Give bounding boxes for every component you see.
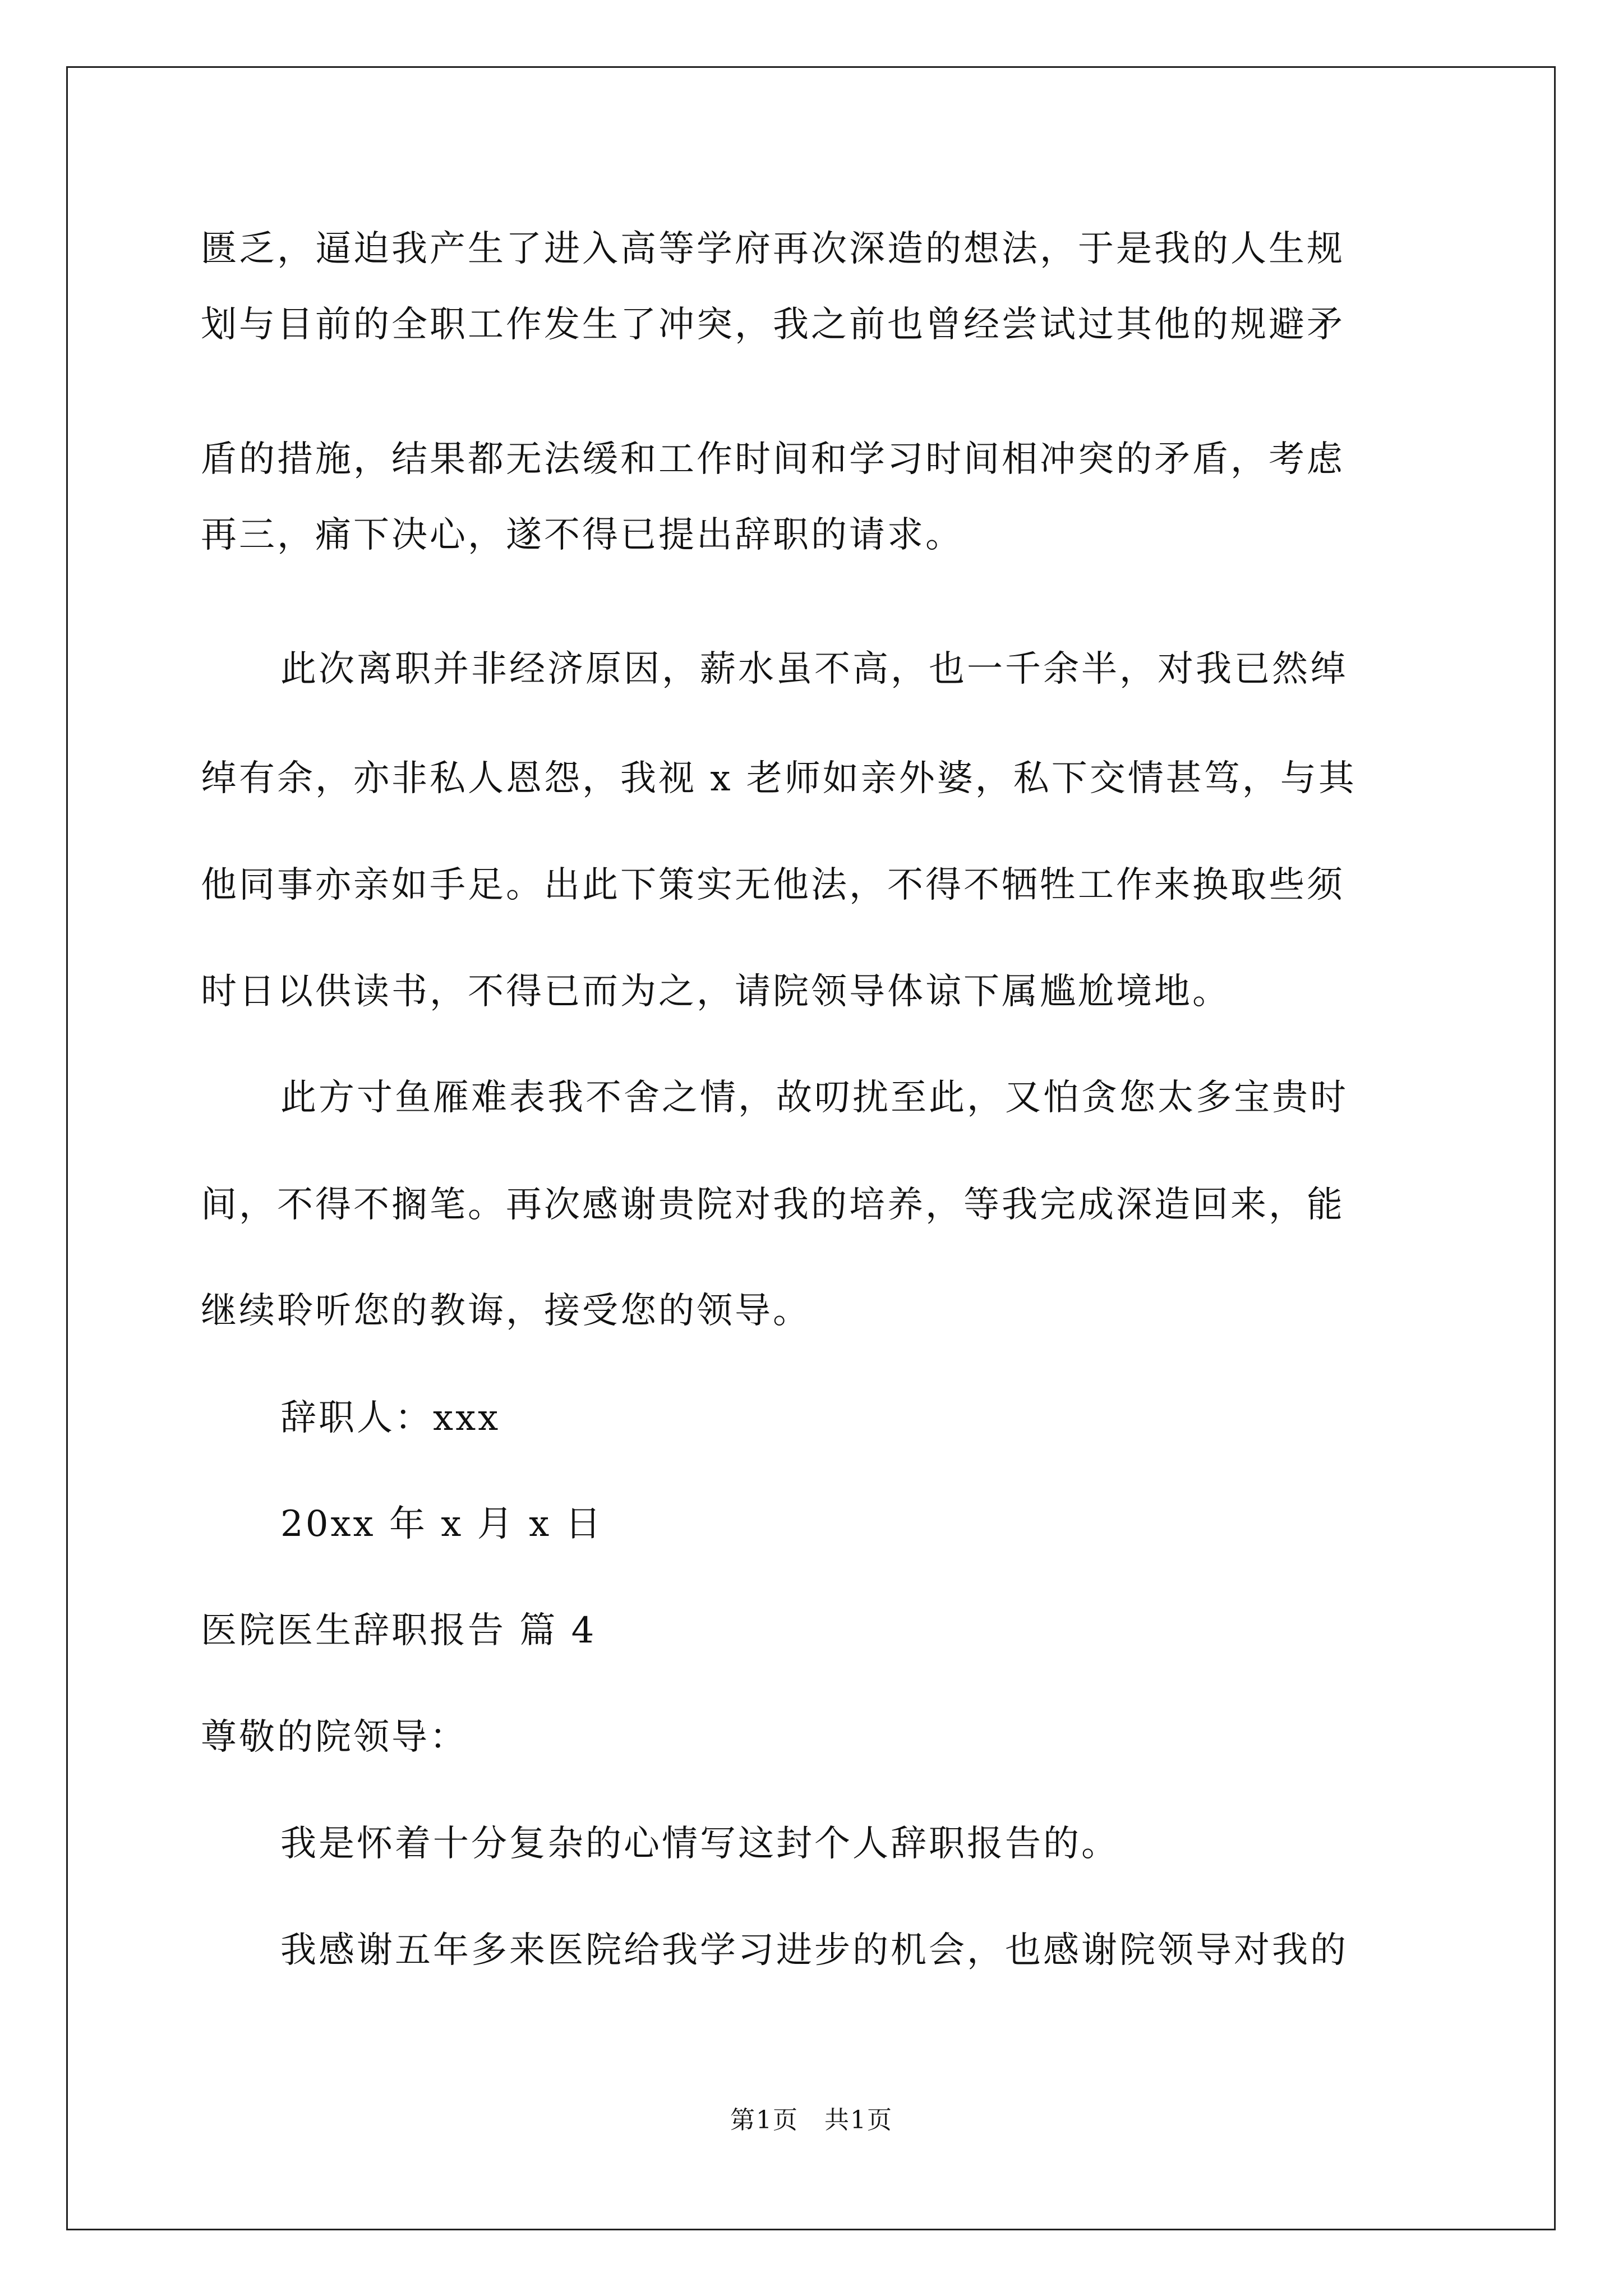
paragraph-line: 时日以供读书，不得已而为之，请院领导体谅下属尴尬境地。: [201, 971, 1230, 1013]
paragraph-line: 绰有余，亦非私人恩怨，我视 x 老师如亲外婆，私下交情甚笃，与其: [201, 758, 1357, 799]
paragraph-line: 盾的措施，结果都无法缓和工作时间和学习时间相冲突的矛盾，考虑: [201, 439, 1345, 480]
paragraph-line: 划与目前的全职工作发生了冲突，我之前也曾经尝试过其他的规避矛: [201, 304, 1345, 346]
date-line: 20xx 年 x 月 x 日: [280, 1503, 603, 1545]
paragraph-line: 再三，痛下决心，遂不得已提出辞职的请求。: [201, 514, 963, 556]
page-border: [66, 66, 1556, 2230]
paragraph-line: 此方寸鱼雁难表我不舍之情，故叨扰至此，又怕贪您太多宝贵时: [280, 1077, 1348, 1119]
section-heading: 医院医生辞职报告 篇 4: [201, 1610, 597, 1651]
paragraph-line: 继续聆听您的教诲，接受您的领导。: [201, 1290, 811, 1332]
salutation: 尊敬的院领导：: [201, 1717, 468, 1758]
paragraph-line: 我是怀着十分复杂的心情写这封个人辞职报告的。: [280, 1823, 1119, 1865]
paragraph-line: 匮乏，逼迫我产生了进入高等学府再次深造的想法，于是我的人生规: [201, 228, 1345, 270]
paragraph-line: 他同事亦亲如手足。出此下策实无他法，不得不牺牲工作来换取些须: [201, 864, 1345, 906]
paragraph-line: 间，不得不搁笔。再次感谢贵院对我的培养，等我完成深造回来，能: [201, 1184, 1345, 1226]
paragraph-line: 我感谢五年多来医院给我学习进步的机会，也感谢院领导对我的: [280, 1930, 1348, 1971]
signature-line: 辞职人：xxx: [280, 1397, 501, 1439]
page-footer: 第1页 共1页: [730, 2106, 893, 2134]
paragraph-line: 此次离职并非经济原因，薪水虽不高，也一千余半，对我已然绰: [280, 648, 1348, 690]
